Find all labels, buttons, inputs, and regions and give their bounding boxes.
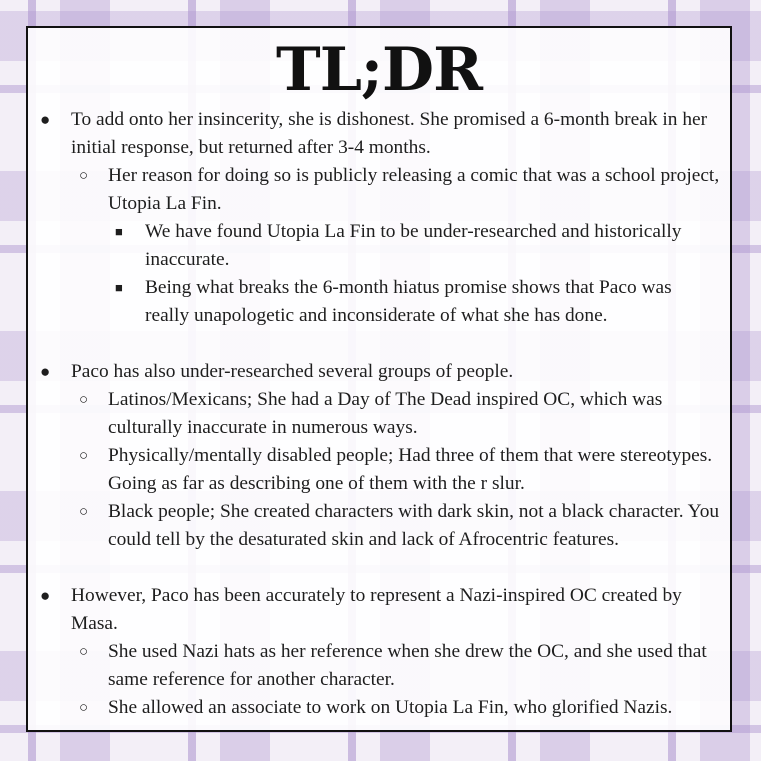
hollow-circle-bullet-icon: ○ bbox=[79, 392, 89, 408]
hollow-circle-bullet-icon: ○ bbox=[79, 700, 89, 716]
sub-list-item-text: She allowed an associate to work on Utopia La Fin, who glorified Nazis. bbox=[108, 697, 673, 718]
list-item bbox=[28, 358, 730, 386]
filled-circle-bullet-icon: ● bbox=[40, 362, 51, 381]
sub-list-item-text: She used Nazi hats as her reference when she drew the OC, and she used that same reference for another character. bbox=[108, 641, 707, 690]
list-item-text: To add onto her insincerity, she is dishonest. She promised a 6-month break in her initial response, but returned after 3-4 months. bbox=[71, 109, 708, 158]
sub-list-item bbox=[28, 694, 730, 722]
sub-list-item bbox=[28, 442, 730, 498]
sub-sub-list-item bbox=[28, 218, 730, 274]
list-item-text: However, Paco has been accurately to represent a Nazi-inspired OC created by Masa. bbox=[71, 585, 682, 634]
sub-sub-list-item-text: Being what breaks the 6-month hiatus promise shows that Paco was really unapologetic and inconsiderate of what she has done. bbox=[145, 277, 672, 326]
page-title: TL;DR bbox=[276, 35, 482, 105]
sub-sub-list-item-text: We have found Utopia La Fin to be under-researched and historically inaccurate. bbox=[145, 221, 682, 270]
section-spacer bbox=[28, 554, 730, 582]
sub-list-item bbox=[28, 386, 730, 442]
sub-sub-list-item bbox=[28, 274, 730, 330]
tldr-content bbox=[28, 106, 730, 722]
sub-list-item bbox=[28, 638, 730, 694]
list-item bbox=[28, 582, 730, 638]
list-item-text: Paco has also under-researched several groups of people. bbox=[71, 361, 514, 382]
hollow-circle-bullet-icon: ○ bbox=[79, 168, 89, 184]
list-item bbox=[28, 106, 730, 162]
filled-circle-bullet-icon: ● bbox=[40, 586, 51, 605]
filled-circle-bullet-icon: ● bbox=[40, 110, 51, 129]
sub-list-item-text: Her reason for doing so is publicly releasing a comic that was a school project, Utopia La Fin. bbox=[108, 165, 720, 214]
hollow-circle-bullet-icon: ○ bbox=[79, 448, 89, 464]
sub-list-item-text: Black people; She created characters with dark skin, not a black character. You could tell by the desaturated skin and lack of Afrocentric features. bbox=[108, 501, 720, 550]
filled-square-bullet-icon: ■ bbox=[115, 224, 123, 239]
section-spacer bbox=[28, 330, 730, 358]
sub-list-item-text: Physically/mentally disabled people; Had three of them that were stereotypes. Going as far as describing one of them with the r slur. bbox=[108, 445, 713, 494]
hollow-circle-bullet-icon: ○ bbox=[79, 644, 89, 660]
sub-list-item bbox=[28, 498, 730, 554]
sub-list-item bbox=[28, 162, 730, 218]
tldr-card bbox=[26, 26, 732, 732]
filled-square-bullet-icon: ■ bbox=[115, 280, 123, 295]
hollow-circle-bullet-icon: ○ bbox=[79, 504, 89, 520]
sub-list-item-text: Latinos/Mexicans; She had a Day of The Dead inspired OC, which was culturally inaccurate in numerous ways. bbox=[108, 389, 663, 438]
